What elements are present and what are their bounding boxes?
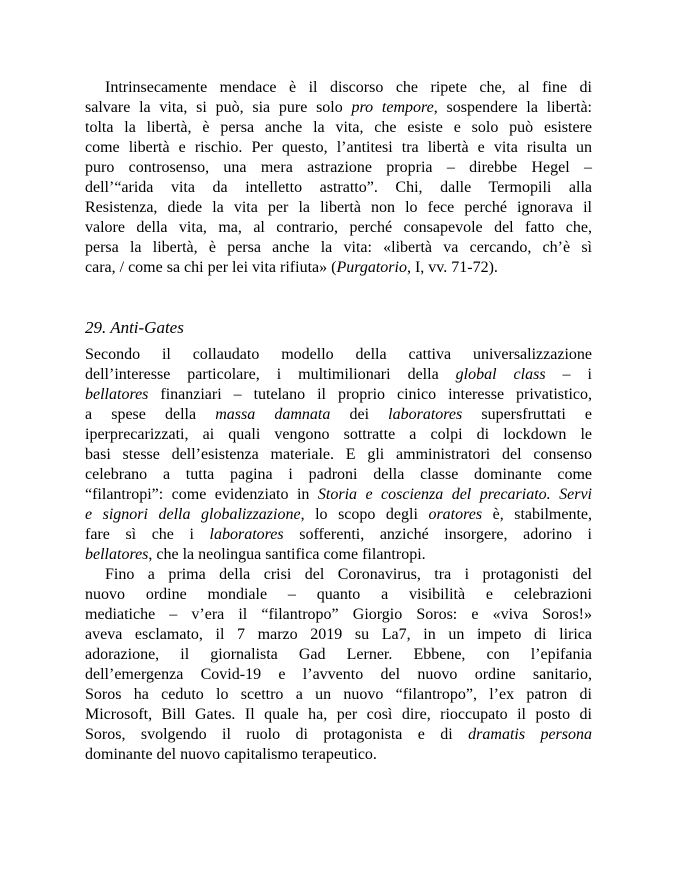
text-line [85,745,592,765]
text-line [85,605,592,625]
text-run: bellatores [85,546,149,563]
text-run: , sospendere la libertà: [433,99,592,116]
text-run: puro controsenso, una mera astrazione propria – direbbe Hegel – [85,159,592,176]
text-line [85,365,592,385]
text-line [85,525,592,545]
text-line [85,565,592,585]
text-run: , che la neolingua santifica come filantropi. [148,546,426,563]
text-run: laboratores [388,406,463,423]
text-run: dell’“arida vita da intelletto astratto”. Chi, dalle Termopili alla [85,179,592,196]
text-line [85,238,592,258]
text-run: finanziari – tutelano il proprio cinico interesse privatistico, [148,386,592,403]
text-run: celebrano a tutta pagina i padroni della classe dominante come [85,466,592,483]
text-run: Storia e coscienza del precariato. Servi [317,486,593,503]
text-run: massa damnata [215,406,331,423]
text-run: salvare la vita, si può, sia pure solo [85,99,352,116]
text-run: è, stabilmente, [482,506,593,523]
text-run: , lo scopo degli [300,506,429,523]
text-line [85,178,592,198]
text-line [85,505,592,525]
text-line [85,625,592,645]
text-run: dei [330,406,389,423]
text-run: pro tempore [351,99,434,116]
text-run: Soros ha ceduto lo scettro a un nuovo “filantropo”, l’ex patron di [85,686,592,703]
text-run: tolta la libertà, è persa anche la vita, che esiste e solo può esistere [85,119,592,136]
text-line [85,545,592,565]
paragraph-false-universalization [85,345,592,565]
text-run: oratores [428,506,483,523]
text-run: sofferenti, anziché insorgere, adorino i [283,526,592,543]
text-line [85,725,592,745]
text-run: dell’emergenza Covid-19 e l’avvento del nuovo ordine sanitario, [85,666,592,683]
text-run: dominante del nuovo capitalismo terapeutico. [85,746,377,763]
text-line [85,198,592,218]
text-line [85,705,592,725]
text-run: bellatores [85,386,149,403]
text-run: come libertà e rischio. Per questo, l’antitesi tra libertà e vita risulta un [85,139,592,156]
text-run: cara, / come sa chi per lei vita rifiuta» ( [85,259,337,276]
text-line [85,138,592,158]
text-run: fare sì che i [85,526,210,543]
text-run: e signori della globalizzazione [85,506,301,523]
text-run: dramatis persona [468,726,593,743]
text-run: Microsoft, Bill Gates. Il quale ha, per così dire, rioccupato il posto di [85,706,592,723]
text-line [85,685,592,705]
text-run: – i [545,366,593,383]
text-run: a spese della [85,406,216,423]
text-run: “filantropi”: come evidenziato in [85,486,318,503]
text-line [85,98,592,118]
text-line [85,645,592,665]
text-line [85,585,592,605]
text-run: Secondo il collaudato modello della cattiva universalizzazione [85,346,592,363]
text-run: aveva esclamato, il 7 marzo 2019 su La7, in un impeto di lirica [85,626,592,643]
text-run: Resistenza, diede la vita per la libertà non lo fece perché ignorava il [85,199,592,216]
text-line [85,78,592,98]
text-line [85,665,592,685]
text-run: iperprecarizzati, ai quali vengono sottratte a colpi di lockdown le [85,426,592,443]
text-run: laboratores [209,526,284,543]
paragraph-soros-and-gates [85,565,592,765]
text-line [85,258,592,278]
text-line [85,218,592,238]
text-line [85,345,592,365]
text-run: supersfruttati e [462,406,592,423]
text-run: Fino a prima della crisi del Coronavirus, tra i protagonisti del [105,566,592,583]
text-run: Soros, svolgendo il ruolo di protagonista e di [85,726,469,743]
text-run: nuovo ordine mondiale – quanto a visibilità e celebrazioni [85,586,592,603]
text-run: Purgatorio [336,259,407,276]
text-run: valore della vita, ma, al contrario, perché consapevole del fatto che, [85,219,592,236]
text-run: basi stesse dell’esistenza materiale. E gli amministratori del consenso [85,446,592,463]
text-run: persa la libertà, è persa anche la vita: «libertà va cercando, ch’è sì [85,239,592,256]
text-run: , I, vv. 71-72). [406,259,498,276]
text-run: adorazione, il giornalista Gad Lerner. Ebbene, con l’epifania [85,646,592,663]
text-run: mediatiche – v’era il “filantropo” Giorgio Soros: e «viva Soros!» [85,606,592,623]
section-heading: 29. Anti-Gates [85,318,184,337]
text-run: dell’interesse particolare, i multimilionari della [85,366,456,383]
text-line [85,118,592,138]
text-line [85,445,592,465]
text-line [85,385,592,405]
text-line [85,425,592,445]
text-run: Intrinsecamente mendace è il discorso che ripete che, al fine di [105,79,592,96]
text-run: global class [455,366,546,383]
text-line [85,405,592,425]
text-line [85,158,592,178]
text-line [85,465,592,485]
paragraph-freedom-and-life [85,78,592,278]
text-line [85,485,592,505]
